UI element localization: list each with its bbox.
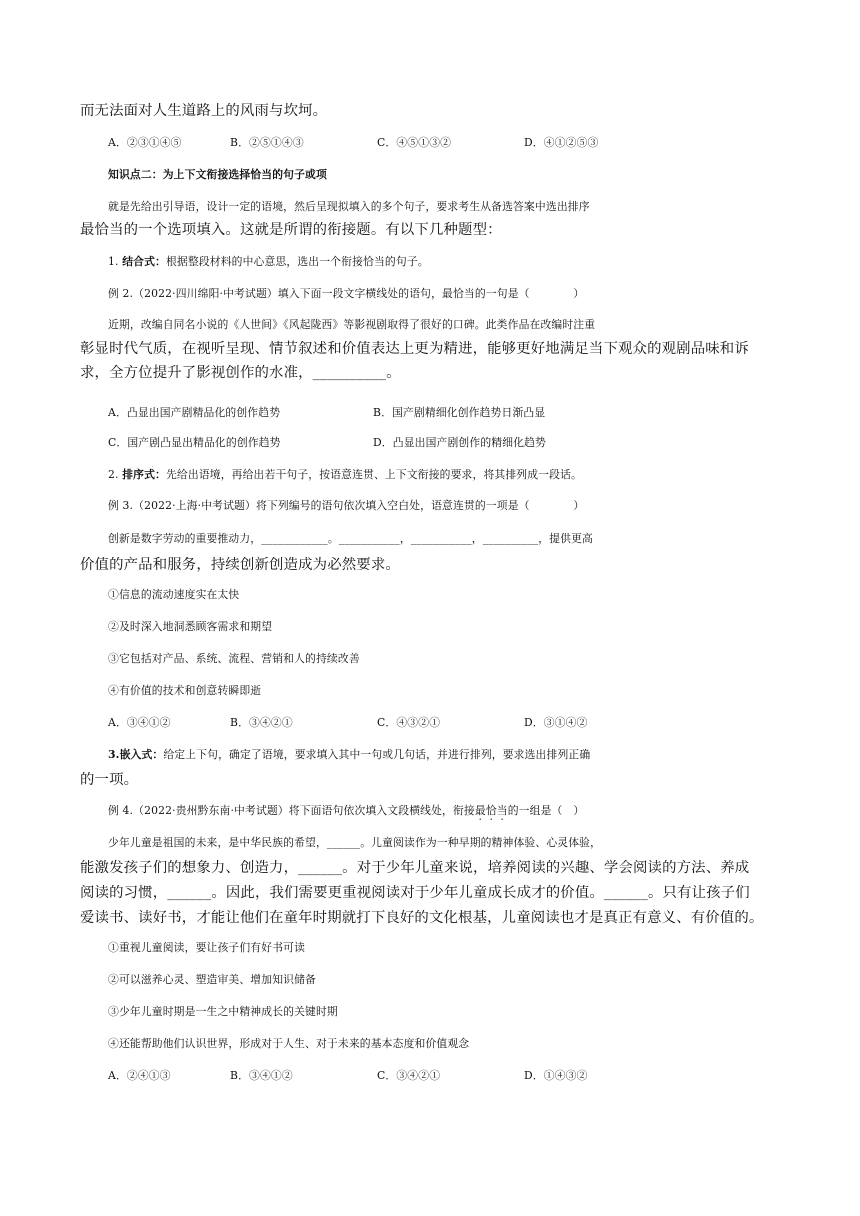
option-b: B．③④②① bbox=[230, 716, 293, 729]
type-line-1 bbox=[108, 252, 808, 272]
type-line-2 bbox=[108, 465, 808, 485]
option-c: C．国产剧凸显出精品化的创作趋势 bbox=[108, 436, 281, 449]
option-c: C．④⑤①③② bbox=[377, 136, 452, 149]
text-line: 彰显时代气质，在视听呈现、情节叙述和价值表达上更为精进，能够更好地满足当下观众的观剧品味和诉 bbox=[80, 341, 749, 357]
text-line: 价值的产品和服务，持续创新创造成为必然要求。 bbox=[80, 557, 400, 573]
section-heading: 知识点二：为上下文衔接选择恰当的句子或项 bbox=[108, 168, 327, 181]
option-d: D．③①④② bbox=[524, 716, 588, 729]
type-heading: 排序式： bbox=[122, 468, 166, 481]
text-line: 少年儿童是祖国的未来，是中华民族的希望，______。儿童阅读作为一种早期的精神体验、心灵体验， bbox=[108, 836, 602, 849]
item-1: ①信息的流动速度实在太快 bbox=[108, 588, 240, 601]
option-a: A．②④①③ bbox=[108, 1069, 171, 1082]
text-line: 就是先给出引导语，设计一定的语境，然后呈现拟填入的多个句子，要求考生从备选答案中选出排序 bbox=[108, 200, 590, 213]
type-body: 给定上下句，确定了语境，要求填入其中一句或几句话，并进行排列，要求选出排列正确 bbox=[163, 748, 591, 761]
item-4: ④还能帮助他们认识世界，形成对于人生、对于未来的基本态度和价值观念 bbox=[108, 1037, 470, 1050]
item-3: ③少年儿童时期是一生之中精神成长的关键时期 bbox=[108, 1005, 338, 1018]
type-heading: 3.嵌入式： bbox=[108, 748, 164, 761]
option-a: A．③④①② bbox=[108, 716, 171, 729]
item-4: ④有价值的技术和创意转瞬即逝 bbox=[108, 684, 262, 697]
option-b: B．③④①② bbox=[230, 1069, 293, 1082]
text-line: 最恰当的一个选项填入。这就是所谓的衔接题。有以下几种题型： bbox=[80, 222, 502, 238]
title-part: 例 4.（2022·贵州黔东南·中考试题）将下面语句依次填入文段横线处，衔接 bbox=[108, 804, 475, 817]
emphasis-text: 最恰当 bbox=[474, 804, 508, 817]
example-3-title: 例 3.（2022·上海·中考试题）将下列编号的语句依次填入空白处，语意连贯的一项是（ ） bbox=[108, 499, 585, 512]
text-line: 创新是数字劳动的重要推动力，____________。___________，___________，__________，提供更高 bbox=[108, 532, 593, 545]
option-c: C．③④②① bbox=[377, 1069, 441, 1082]
option-c: C．④③②① bbox=[377, 716, 441, 729]
text-line: 而无法面对人生道路上的风雨与坎坷。 bbox=[80, 103, 328, 119]
type-heading: 结合式： bbox=[122, 255, 166, 268]
type-number: 2. bbox=[108, 468, 123, 481]
option-d: D．凸显出国产剧创作的精细化趋势 bbox=[373, 436, 547, 449]
item-2: ②可以滋养心灵、塑造审美、增加知识储备 bbox=[108, 973, 316, 986]
option-b: B．国产剧精细化创作趋势日渐凸显 bbox=[373, 406, 546, 419]
text-line: 阅读的习惯，______。因此，我们需要更重视阅读对于少年儿童成长成才的价值。______。只有让孩子们 bbox=[80, 885, 750, 901]
text-line: 的一项。 bbox=[80, 772, 139, 788]
type-body: 根据整段材料的中心意思，选出一个衔接恰当的句子。 bbox=[165, 255, 429, 268]
text-line: 能激发孩子们的想象力、创造力，______。对于少年儿童来说，培养阅读的兴趣、学会阅读的方法、养成 bbox=[80, 860, 750, 876]
example-2-title: 例 2.（2022·四川绵阳·中考试题）填入下面一段文字横线处的语句，最恰当的一句是（ ） bbox=[108, 287, 585, 300]
option-b: B．②⑤①④③ bbox=[230, 136, 304, 149]
text-line: 求，全方位提升了影视创作的水准，__________。 bbox=[80, 365, 401, 381]
type-number: 1. bbox=[108, 255, 123, 268]
item-1: ①重视儿童阅读，要让孩子们有好书可读 bbox=[108, 941, 306, 954]
type-body: 先给出语境，再给出若干句子，按语意连贯、上下文衔接的要求，将其排列成一段话。 bbox=[165, 468, 582, 481]
title-part: 的一组是（ ） bbox=[507, 804, 585, 817]
option-d: D．①④③② bbox=[524, 1069, 588, 1082]
option-a: A．凸显出国产剧精品化的创作趋势 bbox=[108, 406, 281, 419]
text-line: 爱读书、读好书，才能让他们在童年时期就打下良好的文化根基，儿童阅读也才是真正有意义、有价值的。 bbox=[80, 910, 764, 926]
example-4-title bbox=[108, 801, 808, 823]
option-a: A．②③①④⑤ bbox=[108, 136, 182, 149]
item-2: ②及时深入地洞悉顾客需求和期望 bbox=[108, 620, 273, 633]
text-line: 近期，改编自同名小说的《人世间》《风起陇西》等影视剧取得了很好的口碑。此类作品在改编时注重 bbox=[108, 318, 596, 331]
type-line-3 bbox=[108, 745, 808, 765]
option-d: D．④①②⑤③ bbox=[524, 136, 599, 149]
item-3: ③它包括对产品、系统、流程、营销和人的持续改善 bbox=[108, 652, 360, 665]
